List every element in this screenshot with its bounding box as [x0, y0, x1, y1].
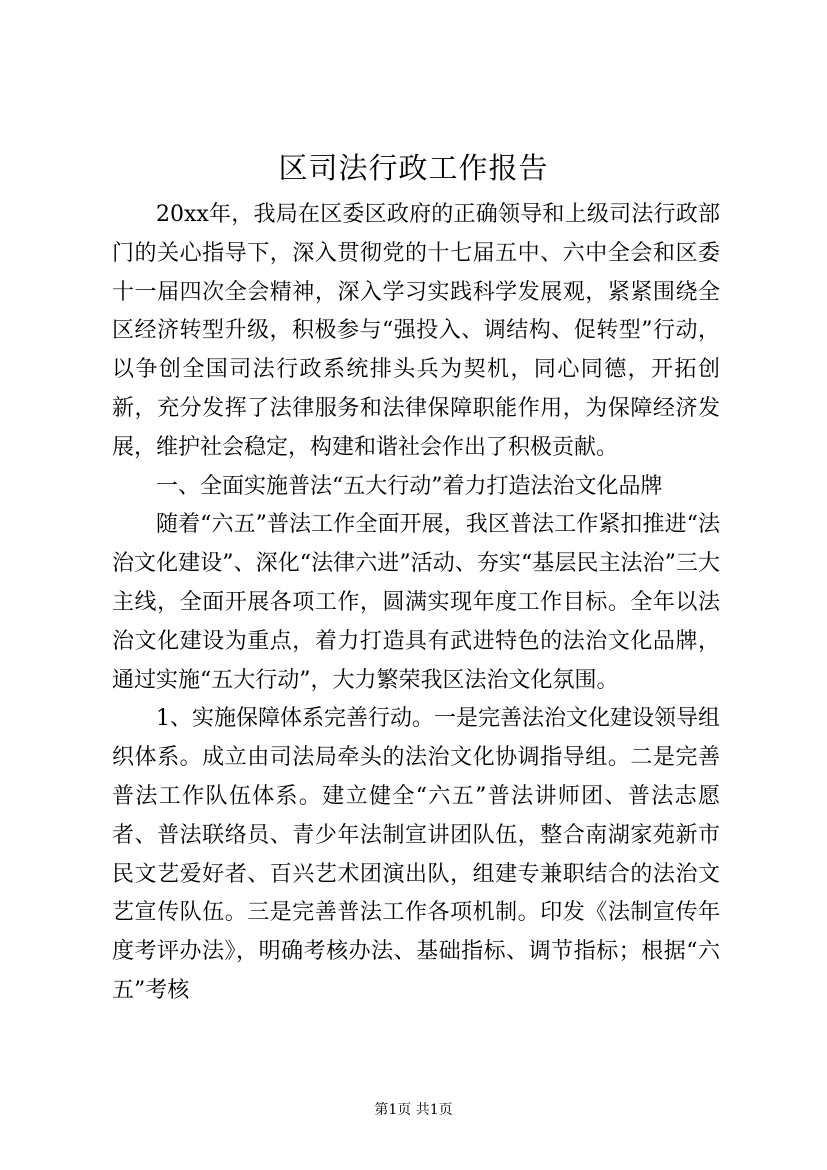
page-footer: 第1页 共1页	[374, 1102, 453, 1118]
section-heading-1: 一、全面实施普法“五大行动”着力打造法治文化品牌	[156, 473, 663, 499]
document-body	[112, 196, 720, 1011]
paragraph-item-1: 1、实施保障体系完善行动。一是完善法治文化建设领导组织体系。成立由司法局牵头的法治文化协调指导组。二是完善普法工作队伍体系。建立健全“六五”普法讲师团、普法志愿者、普法联络员、青少年法制宣讲团队伍，整合南湖家苑新市民文艺爱好者、百兴艺术团演出队，组建专兼职结合的法治文艺宣传队伍。三是完善普法工作各项机制。印发《法制宣传年度考评办法》，明确考核办法、基础指标、调节指标；根据“六五”考核	[112, 706, 720, 1003]
paragraph-section-1: 随着“六五”普法工作全面开展，我区普法工作紧扣推进“法治文化建设”、深化“法律六进”活动、夯实“基层民主法治”三大主线，全面开展各项工作，圆满实现年度工作目标。全年以法治文化建设为重点，着力打造具有武进特色的法治文化品牌，通过实施“五大行动”，大力繁荣我区法治文化氛围。	[112, 512, 720, 693]
document-title: 区司法行政工作报告	[278, 151, 549, 185]
paragraph-intro: 20xx年，我局在区委区政府的正确领导和上级司法行政部门的关心指导下，深入贯彻党的十七届五中、六中全会和区委十一届四次全会精神，深入学习实践科学发展观，紧紧围绕全区经济转型升级，积极参与“强投入、调结构、促转型”行动，以争创全国司法行政系统排头兵为契机，同心同德，开拓创新，充分发挥了法律服务和法律保障职能作用，为保障经济发展，维护社会稳定，构建和谐社会作出了积极贡献。	[112, 202, 720, 460]
